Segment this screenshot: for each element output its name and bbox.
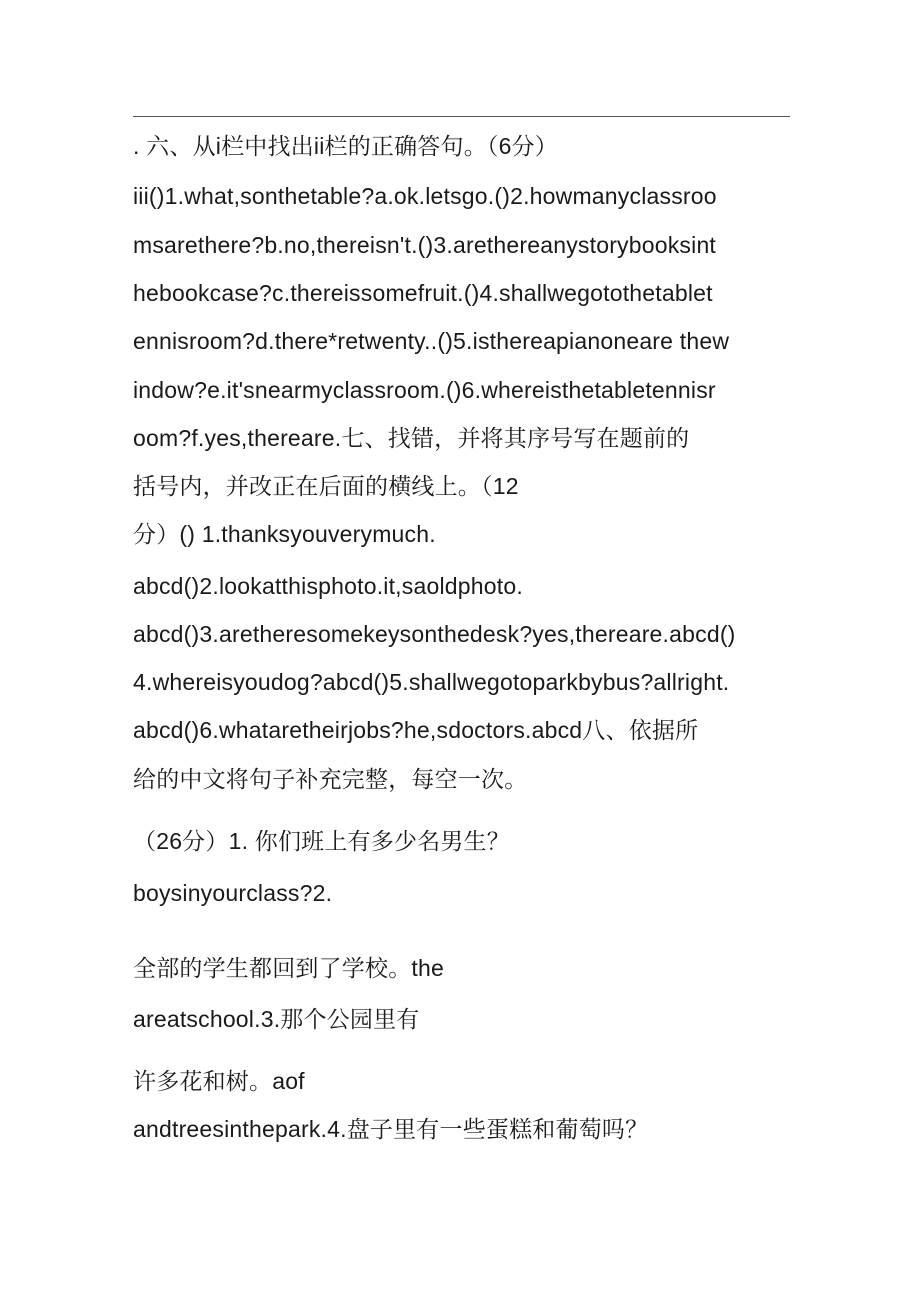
text-line-4: hebookcase?c.thereissomefruit.()4.shallwegotothetablet [133,280,713,306]
text-line-20: andtreesinthepark.4.盘子里有一些蛋糕和葡萄吗？ [133,1116,649,1142]
text-line-10: abcd()2.lookatthisphoto.it,saoldphoto. [133,573,523,599]
text-line-7: oom?f.yes,thereare.七、找错，并将其序号写在题前的 [133,425,690,451]
text-line-5: ennisroom?d.there*retwenty..()5.isthereapianoneare thew [133,328,730,354]
text-line-12: 4.whereisyoudog?abcd()5.shallwegotoparkbybus?allright. [133,669,730,695]
top-rule [133,116,790,117]
text-line-8: 括号内，并改正在后面的横线上。（12 [133,473,519,499]
text-line-18: areatschool.3.那个公园里有 [133,1006,420,1032]
text-line-14: 给的中文将句子补充完整，每空一次。 [133,766,528,792]
text-line-16: boysinyourclass?2. [133,880,333,906]
text-line-13: abcd()6.whataretheirjobs?he,sdoctors.abcd八、依据所 [133,717,699,743]
text-line-3: msarethere?b.no,thereisn't.()3.arethereanystorybooksint [133,232,717,258]
section-6-heading: . 六、从i栏中找出ii栏的正确答句。（6分） [133,133,559,159]
text-line-15: （26分）1. 你们班上有多少名男生？ [133,828,510,854]
text-line-17: 全部的学生都回到了学校。the [133,955,444,981]
text-line-11: abcd()3.aretheresomekeysonthedesk?yes,thereare.abcd() [133,621,736,647]
text-line-19: 许多花和树。aof [133,1068,305,1094]
text-line-2: iii()1.what,sonthetable?a.ok.letsgo.()2.howmanyclassroo [133,183,717,209]
text-line-6: indow?e.it'snearmyclassroom.()6.whereisthetabletennisr [133,377,716,403]
text-line-9: 分）() 1.thanksyouverymuch. [133,521,436,547]
